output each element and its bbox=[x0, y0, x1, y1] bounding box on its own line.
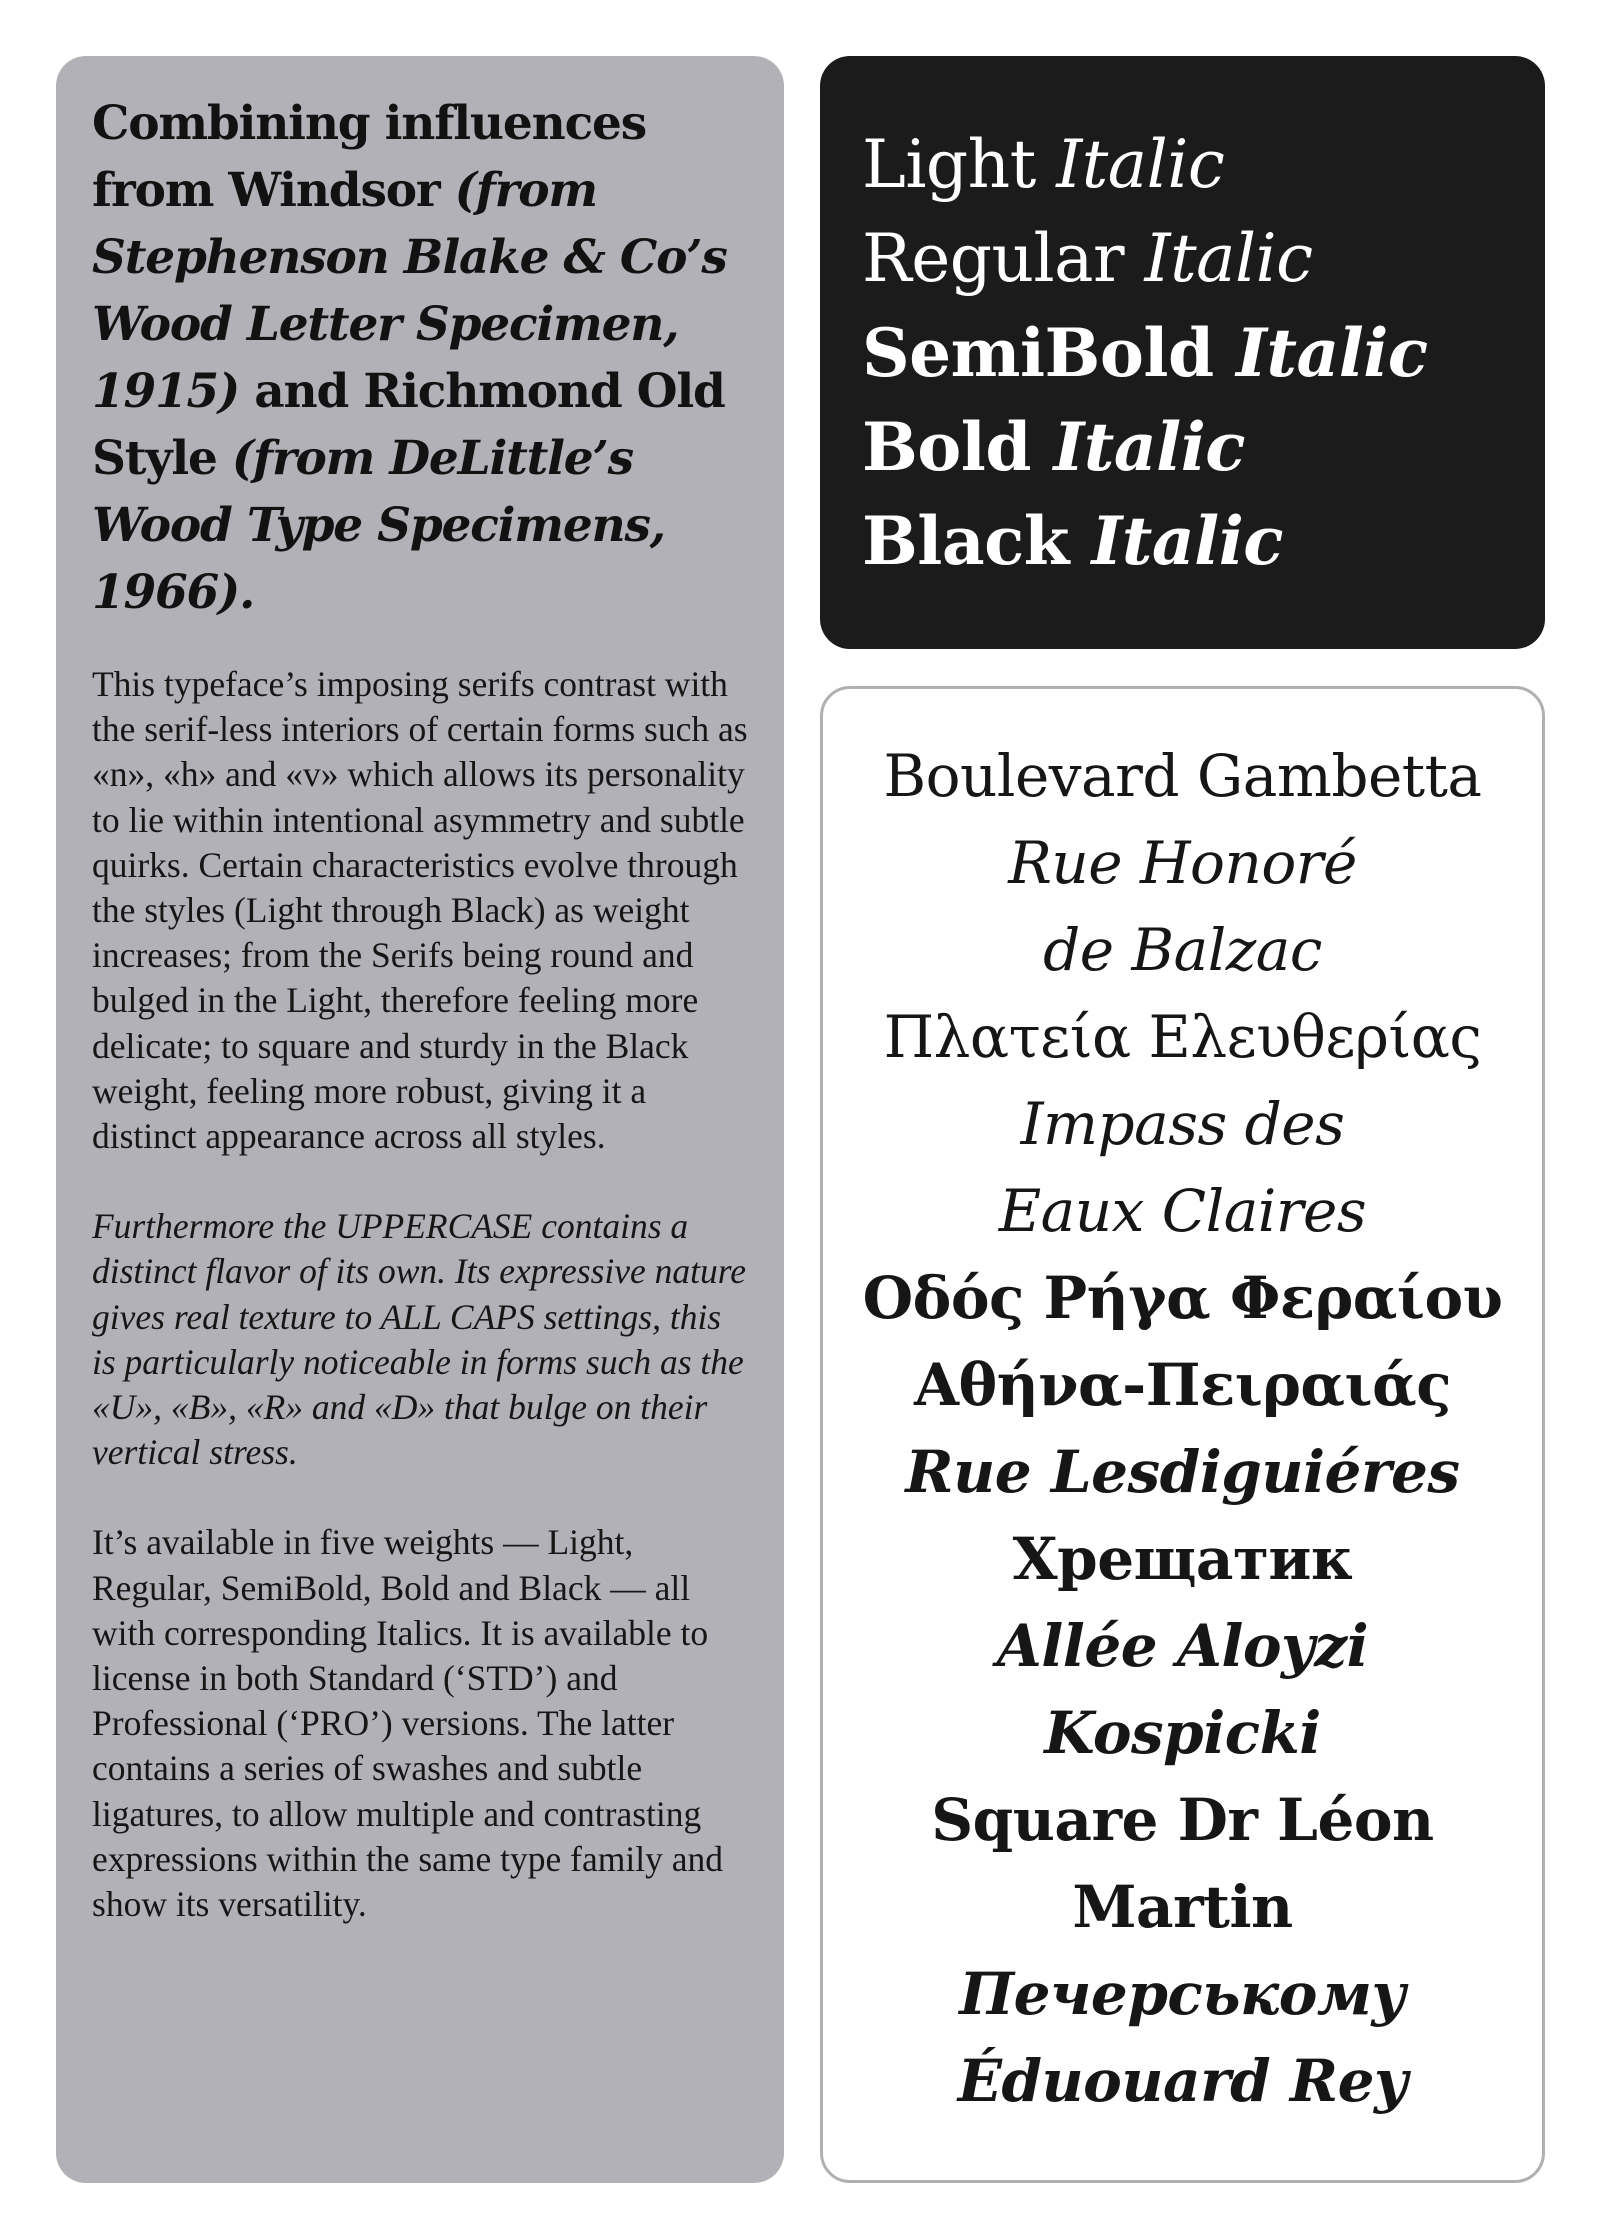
sample-line: Rue Honoré bbox=[1008, 829, 1357, 897]
weight-name: Bold bbox=[862, 408, 1032, 486]
sample-line: Eaux Claires bbox=[998, 1177, 1367, 1245]
sample-line: Impass des bbox=[1020, 1090, 1345, 1158]
weight-line-black bbox=[862, 494, 1545, 588]
sample-line: Πλατεία Ελευθερίας bbox=[883, 1003, 1482, 1071]
sample-line: Οδός Ρήγα Φεραίου bbox=[862, 1264, 1503, 1332]
headline-part: and Richmond Old Style bbox=[92, 364, 725, 486]
weight-italic-label: Italic bbox=[1236, 314, 1428, 392]
sample-line: Αθήνα-Πειραιάς bbox=[913, 1351, 1452, 1419]
headline-part: Combining influences from Windsor bbox=[92, 96, 646, 218]
weight-name: SemiBold bbox=[862, 314, 1214, 392]
weight-line-regular bbox=[862, 212, 1545, 306]
weight-name: Regular bbox=[862, 220, 1125, 297]
weight-line-bold bbox=[862, 400, 1545, 494]
weight-line-light bbox=[862, 118, 1545, 212]
weight-italic-label: Italic bbox=[1056, 126, 1225, 203]
body-paragraph-2: Furthermore the UPPERCASE contains a distinct flavor of its own. Its expressive nature gives real texture to ALL CAPS settings, this is particularly noticeable in forms such as the «U», «B», «R» and «D» that bulge on their vertical stress. bbox=[92, 1206, 747, 1473]
weight-line-semibold bbox=[862, 306, 1545, 400]
sample-line: Печерському bbox=[959, 1960, 1406, 2028]
weights-panel bbox=[820, 56, 1545, 649]
body-paragraph-3: It’s available in five weights — Light, Regular, SemiBold, Bold and Black — all with corresponding Italics. It is available to license in both Standard (‘STD’) and Professional (‘PRO’) versions. The latter contains a series of swashes and subtle ligatures, to allow multiple and contrasting expressions within the same type family and show its versatility. bbox=[92, 1522, 723, 1925]
weight-italic-label: Italic bbox=[1091, 502, 1283, 580]
body-paragraph-1: This typeface’s imposing serifs contrast with the serif-less interiors of certain forms such as «n», «h» and «v» which allows its personality to lie within intentional asymmetry and subtle quirks. Certain characteristics evolve through the styles (Light through Black) as weight increases; from the Serifs being round and bulged in the Light, therefore feeling more delicate; to square and sturdy in the Black weight, feeling more robust, giving it a distinct appearance across all styles. bbox=[92, 664, 748, 1157]
sample-line: Allée Aloyzi bbox=[996, 1612, 1369, 1680]
weight-name: Black bbox=[862, 502, 1070, 580]
weight-italic-label: Italic bbox=[1053, 408, 1245, 486]
samples-panel bbox=[820, 686, 1545, 2183]
sample-line: Rue Lesdiguiéres bbox=[905, 1438, 1460, 1506]
headline-part-italic: (from DeLittle’s Wood Type Specimens, 1966). bbox=[92, 431, 665, 620]
weight-italic-label: Italic bbox=[1144, 220, 1313, 297]
description-panel bbox=[56, 56, 784, 2183]
sample-line: Éduouard Rey bbox=[957, 2047, 1408, 2115]
sample-line: Kospicki bbox=[1044, 1699, 1321, 1767]
sample-line: de Balzac bbox=[1043, 916, 1322, 984]
sample-line: Square Dr Léon bbox=[931, 1786, 1434, 1854]
sample-line: Martin bbox=[1072, 1873, 1293, 1941]
headline-part-italic: (from Stephenson Blake & Co’s Wood Letter Specimen, 1915) bbox=[92, 163, 727, 419]
headline bbox=[92, 90, 748, 626]
sample-line: Boulevard Gambetta bbox=[883, 742, 1482, 810]
sample-line: Хрещатик bbox=[1012, 1525, 1353, 1593]
weight-name: Light bbox=[862, 126, 1036, 203]
